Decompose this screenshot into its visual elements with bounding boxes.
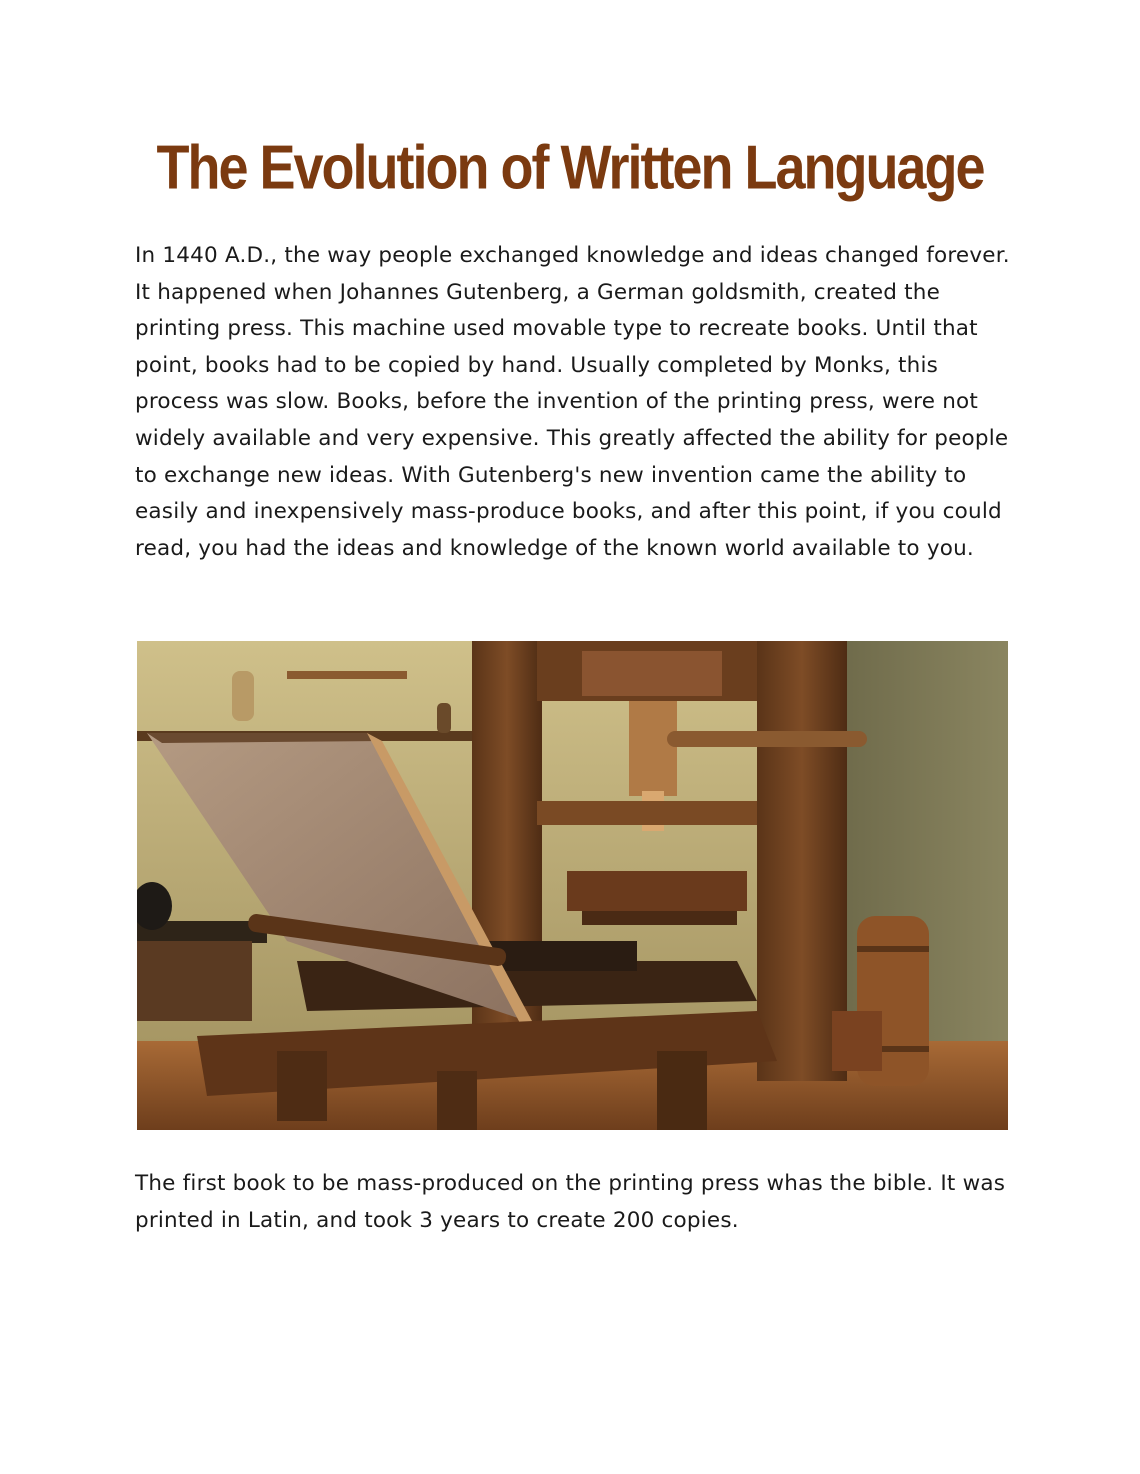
printing-press-photo	[137, 641, 1008, 1130]
page-title: The Evolution of Written Language	[156, 133, 984, 203]
closing-paragraph: The first book to be mass-produced on the printing press whas the bible. It was printed in Latin, and took 3 years to create 200 copies.	[135, 1171, 1006, 1233]
intro-paragraph: In 1440 A.D., the way people exchanged knowledge and ideas changed forever. It happened when Johannes Gutenberg, a German goldsmith, created the printing press. This machine used movable type to recreate books. Until that point, books had to be copied by hand. Usually completed by Monks, this process was slow. Books, before the invention of the printing press, were not widely available and very expensive. This greatly affected the ability for people to exchange new ideas. With Gutenberg's new invention came the ability to easily and inexpensively mass-produce books, and after this point, if you could read, you had the ideas and knowledge of the known world available to you.	[135, 243, 1010, 561]
